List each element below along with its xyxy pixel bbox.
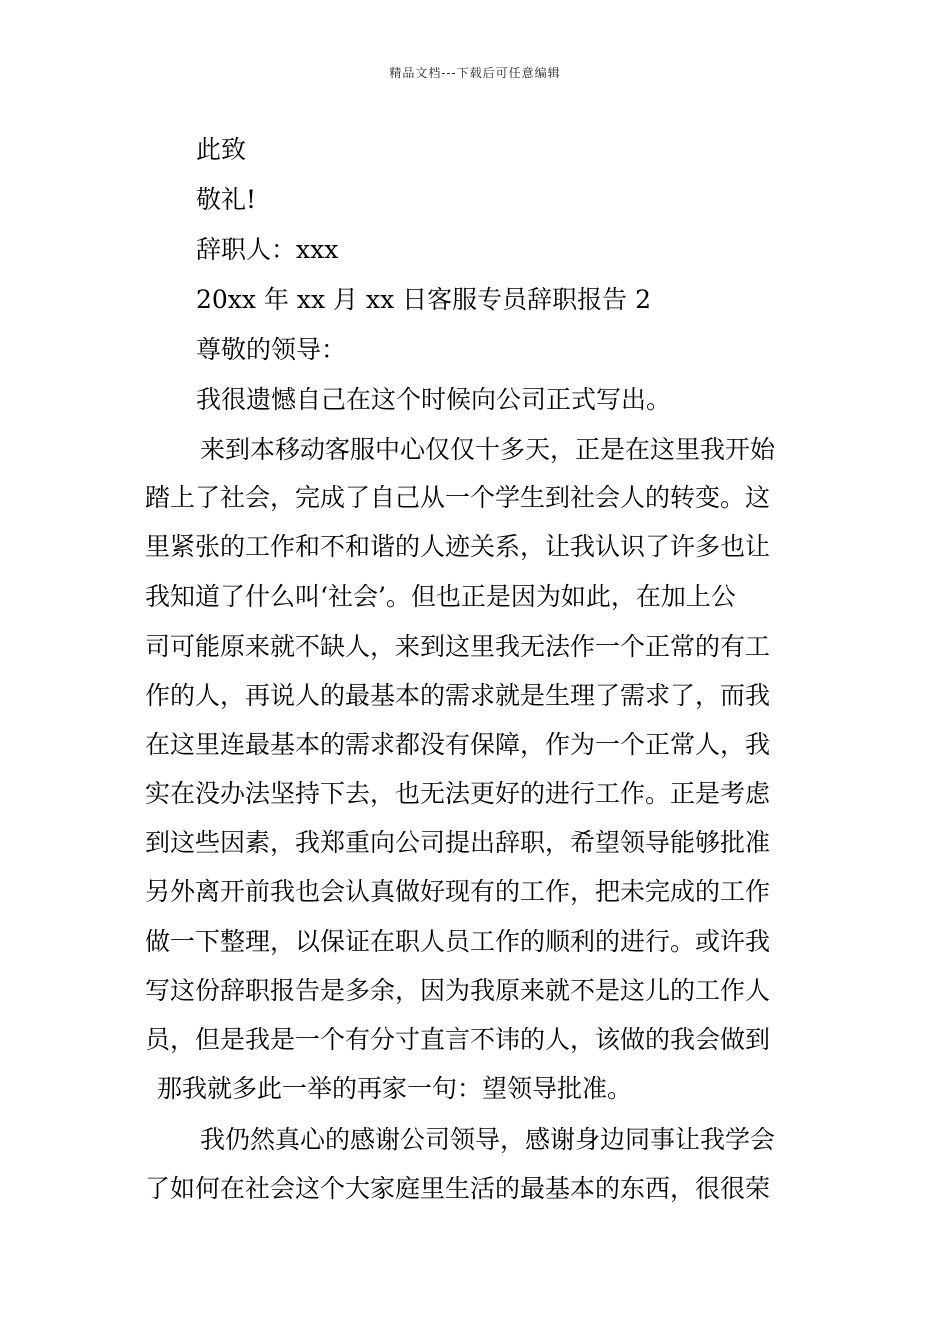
paragraph-line: 另外离开前我也会认真做好现有的工作，把未完成的工作 — [145, 877, 771, 906]
opening-line: 我很遗憾自己在这个时候向公司正式写出。 — [196, 385, 672, 414]
greeting-line: 尊敬的领导： — [196, 335, 347, 364]
paragraph-line: 实在没办法坚持下去，也无法更好的进行工作。正是考虑 — [145, 779, 771, 808]
paragraph-line: 踏上了社会，完成了自己从一个学生到社会人的转变。这 — [145, 483, 771, 512]
page-header: 精品文档---下载后可任意编辑 — [389, 66, 561, 80]
paragraph-line: 来到本移动客服中心仅仅十多天，正是在这里我开始 — [200, 435, 776, 464]
paragraph-line: 里紧张的工作和不和谐的人迹关系，让我认识了许多也让 — [145, 532, 771, 561]
paragraph-line: 司可能原来就不缺人，来到这里我无法作一个正常的有工 — [145, 632, 771, 661]
paragraph-line: 做一下整理，以保证在职人员工作的顺利的进行。或许我 — [145, 927, 771, 956]
paragraph-line: 作的人，再说人的最基本的需求就是生理了需求了，而我 — [145, 681, 771, 710]
salutation-line: 敬礼! — [196, 185, 257, 214]
paragraph-line: 员，但是我是一个有分寸直言不讳的人，该做的我会做到 — [145, 1025, 771, 1054]
paragraph-line: 了如何在社会这个大家庭里生活的最基本的东西，很很荣 — [145, 1174, 771, 1203]
paragraph-line: 我知道了什么叫‘社会’。但也正是因为如此，在加上公 — [145, 582, 736, 611]
paragraph-line: 那我就多此一举的再家一句：望领导批准。 — [157, 1074, 633, 1103]
closing-line: 此致 — [196, 135, 247, 164]
paragraph-line: 在这里连最基本的需求都没有保障，作为一个正常人，我 — [145, 730, 771, 759]
resigner-line: 辞职人：xxx — [196, 235, 339, 264]
paragraph-line: 我仍然真心的感谢公司领导，感谢身边同事让我学会 — [200, 1125, 776, 1154]
paragraph-line: 写这份辞职报告是多余，因为我原来就不是这儿的工作人 — [145, 976, 771, 1005]
paragraph-line: 到这些因素，我郑重向公司提出辞职，希望领导能够批准 — [145, 828, 771, 857]
date-title-line: 20xx 年 xx 月 xx 日客服专员辞职报告 2 — [196, 285, 651, 314]
